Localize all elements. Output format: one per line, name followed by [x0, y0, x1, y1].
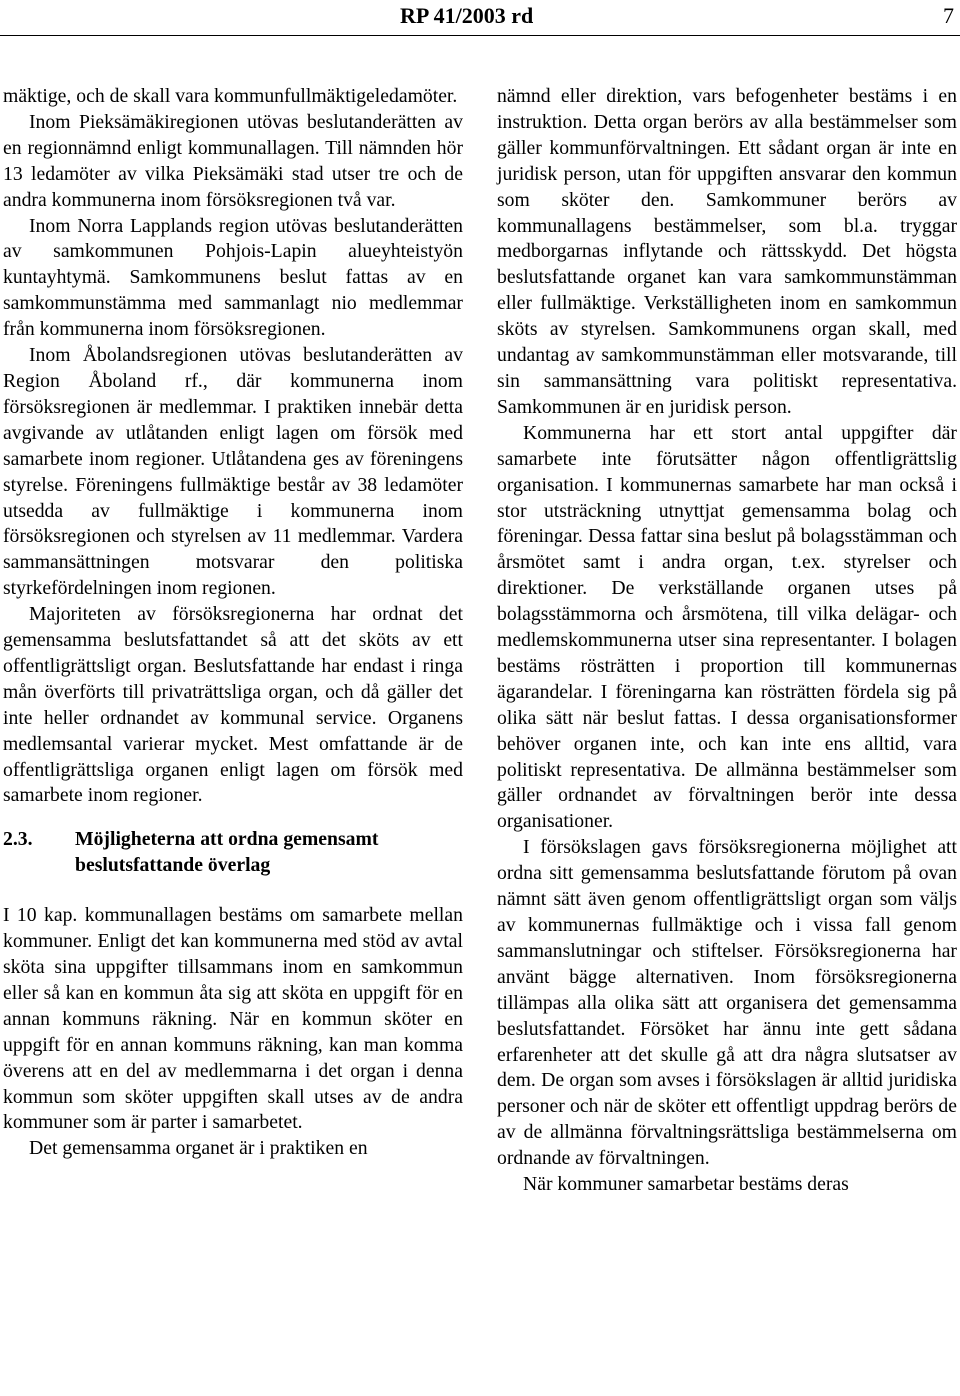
- paragraph: Det gemensamma organet är i praktiken en: [29, 1137, 368, 1160]
- paragraph: I 10 kap. kommunallagen bestäms om samarbete mellan kommuner. Enligt det kan kommunerna med stöd av avtal sköta sina uppgifter tillsammans inom en samkommun eller så kan en kommun åta sig att sköta en uppgift för en annan kommuns räkning. När en kommun sköter en uppgift för en annan kommuns räkning, kan man komma överens att en del av medlemmarna i det organ i denna kommun som sköter uppgiften skall utses av de andra kommuner som är parter i samarbetet.: [3, 904, 463, 1134]
- page-header: [0, 0, 960, 40]
- section-title: Möjligheterna att ordna gemensamt beslutsfattande överlag: [75, 828, 379, 877]
- header-divider: [0, 35, 960, 36]
- paragraph: Majoriteten av försöksregionerna har ordnat det gemensamma beslutsfattandet så att det sköts av ett offentligrättsligt organ. Beslutsfattande har endast i ringa mån överförts till privaträttsliga organ, och då gäller det inte heller ordnandet av kommunal service. Organens medlemsantal varierar mycket. Mest omfattande är de offentligrättsliga organen enligt lagen om försök med samarbete inom regioner.: [3, 603, 463, 807]
- paragraph: mäktige, och de skall vara kommunfullmäktigeledamöter.: [3, 85, 458, 107]
- left-paragraphs-after: [3, 903, 463, 1162]
- paragraph: Inom Pieksämäkiregionen utövas beslutanderätten av en regionnämnd enligt kommunallagen. Till nämnden hör 13 ledamöter av vilka Pieksämäki stad utser tre och de andra kommunerna inom försöksregionen två var.: [3, 110, 463, 211]
- left-paragraphs-before: [3, 84, 463, 809]
- paragraph: nämnd eller direktion, vars befogenheter bestäms i en instruktion. Detta organ berörs av alla bestämmelser som gäller kommunförvaltningen. Ett sådant organ är inte en juridisk person, utan för uppgiften ansvarar den kommun som sköter den. Samkommuner berörs av kommunallagens bestämmelser, som bl.a. tryggar medborgarnas inflytande och rättsskydd. Det högsta beslutsfattande organet kan vara samkommunstämman eller fullmäktige. Verkställigheten inom en samkommun sköts av styrelsen. Samkommunens organ skall, med undantag av samkommunstämman eller motsvarande, till sin sammansättning vara politiskt representativa. Samkommunen är en juridisk person.: [497, 85, 957, 418]
- paragraph: I försökslagen gavs försöksregionerna möjlighet att ordna sitt gemensamma beslutsfattande förutom på ovan nämnt sätt även genom offentligrättsligt organ som väljs av kommunernas fullmäktige och i vissa fall genom sammanslutningar och stiftelser. Försöksregionerna har använt bägge alternativen. Inom försöksregionerna tillämpas alla olika sätt att organisera det gemensamma beslutsfattandet. Försöket har ännu inte gett sådana erfarenheter att det skulle gå att dra några slutsatser av dem. De organ som avses i försökslagen är alltid juridiska personer och när de sköter ett offentligt uppdrag berörs de av de allmänna förvaltningsrättsliga bestämmelserna om ordnande av förvaltningen.: [497, 836, 957, 1170]
- right-paragraphs: [497, 84, 957, 1198]
- left-column: [3, 84, 463, 1162]
- page-number: 7: [943, 3, 954, 28]
- section-number: 2.3.: [3, 828, 33, 851]
- paragraph: Inom Norra Lapplands region utövas beslutanderätten av samkommunen Pohjois-Lapin alueyhteistyön kuntayhtymä. Samkommunens beslut fattas av en samkommunstämma med sammanlagt nio medlemmar från kommunerna inom försöksregionen.: [3, 214, 463, 341]
- right-column: [497, 84, 957, 1198]
- paragraph: Inom Åbolandsregionen utövas beslutanderätten av Region Åboland rf., där kommunerna inom försöksregionen är medlemmar. I praktiken innebär detta avgivande av utlåtanden enligt lagen om försök med samarbete inom regioner. Utlåtandena ges av föreningens styrelse. Föreningens fullmäktige består av 38 ledamöter utsedda av fullmäktige i kommunerna inom försöksregionen och styrelsen av 11 medlemmar. Vardera sammansättningen motsvarar den politiska styrkefördelningen inom regionen.: [3, 344, 463, 600]
- section-heading: [3, 827, 463, 879]
- paragraph: När kommuner samarbetar bestäms deras: [523, 1173, 849, 1196]
- paragraph: Kommunerna har ett stort antal uppgifter där samarbete inte förutsätter någon offentligrättslig organisation. I kommunernas samarbete har man också i stor utsträckning utnyttjat gemensamma bolag och föreningar. Dessa fattar sina beslut på bolagsstämman och årsmötet samt i andra organ, t.ex. styrelser och direktioner. De verkställande organen utses på bolagsstämmorna och årsmötena, till vilka delägar- och medlemskommunerna utser sina representanter. I bolagen bestäms rösträtten i proportion till kommunernas ägarandelar. I föreningarna kan rösträtten fördela sig på olika sätt när beslut fattas. I dessa organisationsformer behöver organen inte, och kan inte ens alltid, vara politiskt representativa. De allmänna bestämmelser som gäller ordnandet av förvaltningen berör inte dessa organisationer.: [497, 421, 957, 833]
- document-title: RP 41/2003 rd: [400, 3, 534, 28]
